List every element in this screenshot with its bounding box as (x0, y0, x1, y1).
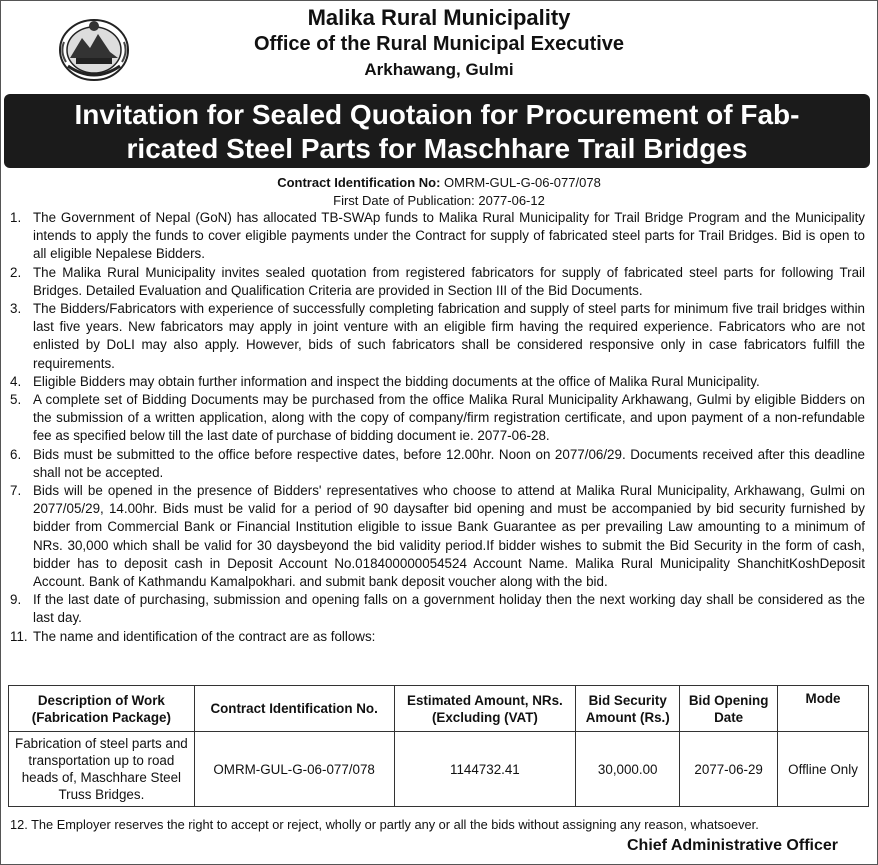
item-text: Bids must be submitted to the office before respective dates, before 12.00hr. Noon on 2077/06/29. Documents received after this deadline shall not be accepted. (33, 446, 865, 480)
item-number: 4. (10, 373, 22, 389)
item-number: 1. (10, 210, 22, 225)
office-location: Arkhawang, Gulmi (364, 60, 514, 79)
table-cell: 1144732.41 (394, 732, 576, 807)
item-text: The Government of Nepal (GoN) has allocated TB-SWAp funds to Malika Rural Municipality for Trail Bridge Program and the Municipality intends to apply the funds to cover eligible payments under the Contract for supply of fabricated steel parts for Trail Bridges. Bid is open to all eligible Nepalese Bidders. (33, 210, 865, 262)
list-item (10, 264, 865, 300)
table-cell: OMRM-GUL-G-06-077/078 (194, 732, 394, 807)
reservation-clause: 12. The Employer reserves the right to accept or reject, wholly or partly any or all the bids without assigning any reason, whatsoever. (10, 817, 759, 832)
item-text: A complete set of Bidding Documents may be purchased from the office Malika Rural Municipality Arkhawang, Gulmi by eligible Bidders on the submission of a written application, along with the copy of company/firm registration certificate, and upon payment of a non-refundable fee as specified below till the last date of purchase of bidding document ie. 2077-06-28. (33, 392, 865, 444)
table-cell: Offline Only (778, 732, 869, 807)
item-number: 3. (10, 301, 22, 317)
item-number: 11. (10, 628, 28, 644)
column-header: Bid Opening Date (680, 686, 778, 732)
column-header: Mode (778, 686, 869, 732)
table-row (9, 732, 869, 807)
item-text: The Bidders/Fabricators with experience of successfully completing fabrication and supply of steel parts for minimum five trail bridges within last five years. New fabricators may apply in joint venture with an eligible firm having the required experience. Fabricators who are not enlisted by DoLI may also apply. However, bids of such fabricators shall be considered responsive only in case fabricators fulfill the requirements. (33, 301, 865, 371)
notice-points (10, 209, 865, 646)
item-number: 5. (10, 392, 22, 408)
item-number: 6. (10, 446, 22, 462)
item-text: Eligible Bidders may obtain further information and inspect the bidding documents at the office of Malika Rural Municipality. (33, 373, 760, 389)
item-text: If the last date of purchasing, submission and opening falls on a government holiday then the next working day shall be considered as the last day. (33, 592, 865, 626)
signatory-title: Chief Administrative Officer (626, 837, 838, 854)
contract-id-value: OMRM-GUL-G-06-077/078 (444, 175, 601, 190)
item-text: The Malika Rural Municipality invites sealed quotation from registered fabricators for supply of fabricated steel parts for following Trail Bridges. Detailed Evaluation and Qualification Criteria are provided in Section III of the Bid Documents. (33, 264, 865, 298)
notice-title-banner (4, 94, 870, 168)
list-item (10, 591, 865, 627)
item-text: Bids will be opened in the presence of Bidders' representatives who choose to attend at Malika Rural Municipality, Arkhawang, Gulmi on 2077/05/29, 14.00hr. Bids must be valid for a period of 90 daysafter bid opening and must be accompanied by bid security furnished by bidder from Commercial Bank or Financial Institution eligible to issue Bank Guarantee as per prevailing Law amounting to a minimum of NRs. 30,000 which shall be valid for 30 daysbeyond the bid validity period.If bidder wishes to submit the Bid Security in the form of cash, bidder has to deposit cash in Deposit Account No.018400000054524 Account Name. Malika Rural Municipality ShanchitKoshDeposit Account. Bank of Kathmandu Kamalpokhari. and submit bank deposit voucher along with the bid. (33, 483, 865, 590)
table-cell: 30,000.00 (576, 732, 680, 807)
column-header: Bid Security Amount (Rs.) (576, 686, 680, 732)
list-item (10, 209, 865, 264)
column-header: Contract Identification No. (194, 686, 394, 732)
list-item (10, 300, 865, 373)
publication-date: First Date of Publication: 2077-06-12 (333, 193, 545, 208)
table-header-row (9, 686, 869, 732)
column-header: Description of Work (Fabrication Package) (9, 686, 195, 732)
item-text: The name and identification of the contract are as follows: (33, 628, 376, 644)
item-number: 7. (10, 483, 22, 499)
table-cell: Fabrication of steel parts and transportation up to road heads of, Maschhare Steel Truss Bridges. (9, 732, 195, 807)
item-number: 9. (10, 592, 22, 608)
table-cell: 2077-06-29 (680, 732, 778, 807)
contract-table (8, 685, 869, 807)
list-item (10, 373, 865, 391)
letterhead (0, 4, 878, 82)
notice-title-line-1: Invitation for Sealed Quotaion for Procurement of Fab- (74, 99, 800, 130)
office-name: Office of the Rural Municipal Executive (253, 33, 625, 55)
contract-identification (0, 174, 878, 191)
list-item (10, 482, 865, 591)
contract-id-label: Contract Identification No: (277, 175, 441, 190)
item-number: 2. (10, 264, 22, 280)
list-item (10, 446, 865, 482)
list-item (10, 628, 865, 646)
column-header: Estimated Amount, NRs. (Excluding (VAT) (394, 686, 576, 732)
organization-name: Malika Rural Municipality (307, 5, 571, 30)
notice-title-line-2: ricated Steel Parts for Maschhare Trail Bridges (126, 133, 748, 164)
list-item (10, 391, 865, 446)
